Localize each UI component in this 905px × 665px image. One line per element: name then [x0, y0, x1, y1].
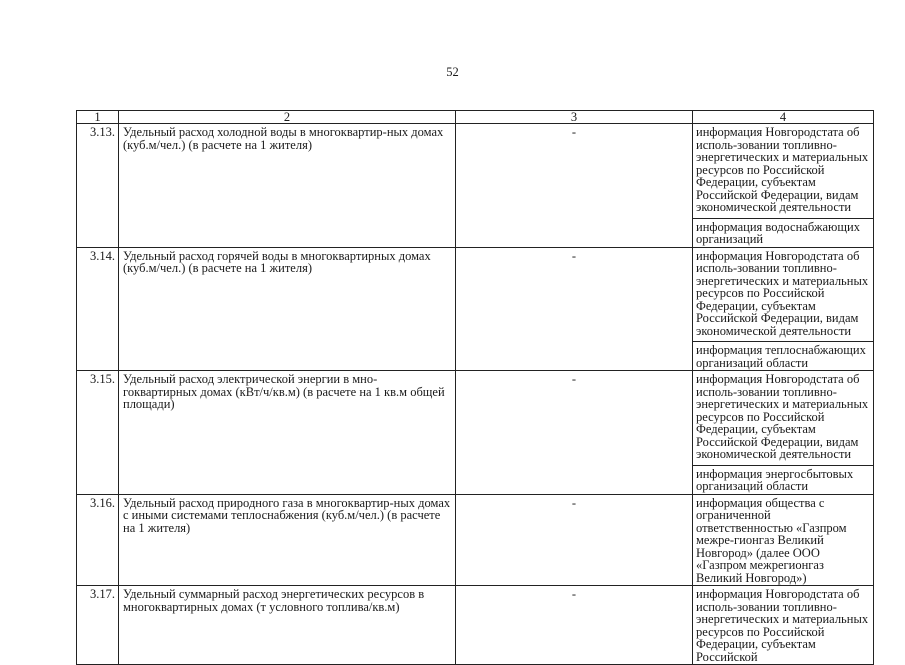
row-number: 3.13.	[77, 124, 119, 248]
row-value: -	[456, 124, 693, 248]
source-item: информация Новгородстата об исполь-зовании топливно-энергетических и материальных ресурсов по Российской Федерации, субъектам Российской Федерации, видам экономической деятельности	[696, 372, 869, 461]
row-description: Удельный расход горячей воды в многоквартирных домах (куб.м/чел.) (в расчете на 1 жителя)	[119, 247, 456, 371]
row-value: -	[456, 247, 693, 371]
row-value: -	[456, 586, 693, 665]
table-row	[77, 247, 874, 371]
row-description: Удельный расход природного газа в многоквартир-ных домах с иными системами теплоснабжения (куб.м/чел.) (в расчете на 1 жителя)	[119, 494, 456, 586]
row-number: 3.17.	[77, 586, 119, 665]
source-item: информация Новгородстата об исполь-зовании топливно-энергетических и материальных ресурсов по Российской Федерации, субъектам Российской Федерации, видам экономической деятельности	[696, 125, 869, 214]
column-header-1: 1	[77, 111, 119, 124]
column-header-2: 2	[119, 111, 456, 124]
table-row	[77, 586, 874, 665]
column-header-3: 3	[456, 111, 693, 124]
row-description: Удельный суммарный расход энергетических ресурсов в многоквартирных домах (т условного топлива/кв.м)	[119, 586, 456, 665]
row-sources	[693, 124, 874, 248]
column-header-4: 4	[693, 111, 874, 124]
source-item: информация теплоснабжающих организаций области	[693, 341, 873, 370]
source-item: информация Новгородстата об исполь-зовании топливно-энергетических и материальных ресурсов по Российской Федерации, субъектам Российской	[696, 587, 869, 664]
table-header-row	[77, 111, 874, 124]
row-value: -	[456, 371, 693, 495]
row-sources	[693, 371, 874, 495]
table-row	[77, 494, 874, 586]
row-description: Удельный расход холодной воды в многоквартир-ных домах (куб.м/чел.) (в расчете на 1 жителя)	[119, 124, 456, 248]
source-item: информация водоснабжающих организаций	[693, 218, 873, 247]
row-number: 3.15.	[77, 371, 119, 495]
row-description: Удельный расход электрической энергии в мно-гоквартирных домах (кВт/ч/кв.м) (в расчете на 1 кв.м общей площади)	[119, 371, 456, 495]
source-item: информация энергосбытовых организаций области	[693, 465, 873, 494]
row-sources	[693, 247, 874, 371]
indicators-table	[76, 110, 874, 665]
row-number: 3.14.	[77, 247, 119, 371]
page-number: 52	[446, 65, 459, 79]
row-number: 3.16.	[77, 494, 119, 586]
table-row	[77, 371, 874, 495]
table-row	[77, 124, 874, 248]
row-value: -	[456, 494, 693, 586]
row-sources	[693, 494, 874, 586]
source-item: информация общества с ограниченной ответственностью «Газпром межре-гионгаз Великий Новгород» (далее ООО «Газпром межрегионгаз Великий Новгород»)	[696, 495, 847, 585]
row-sources	[693, 586, 874, 665]
source-item: информация Новгородстата об исполь-зовании топливно-энергетических и материальных ресурсов по Российской Федерации, субъектам Российской Федерации, видам экономической деятельности	[696, 248, 869, 338]
